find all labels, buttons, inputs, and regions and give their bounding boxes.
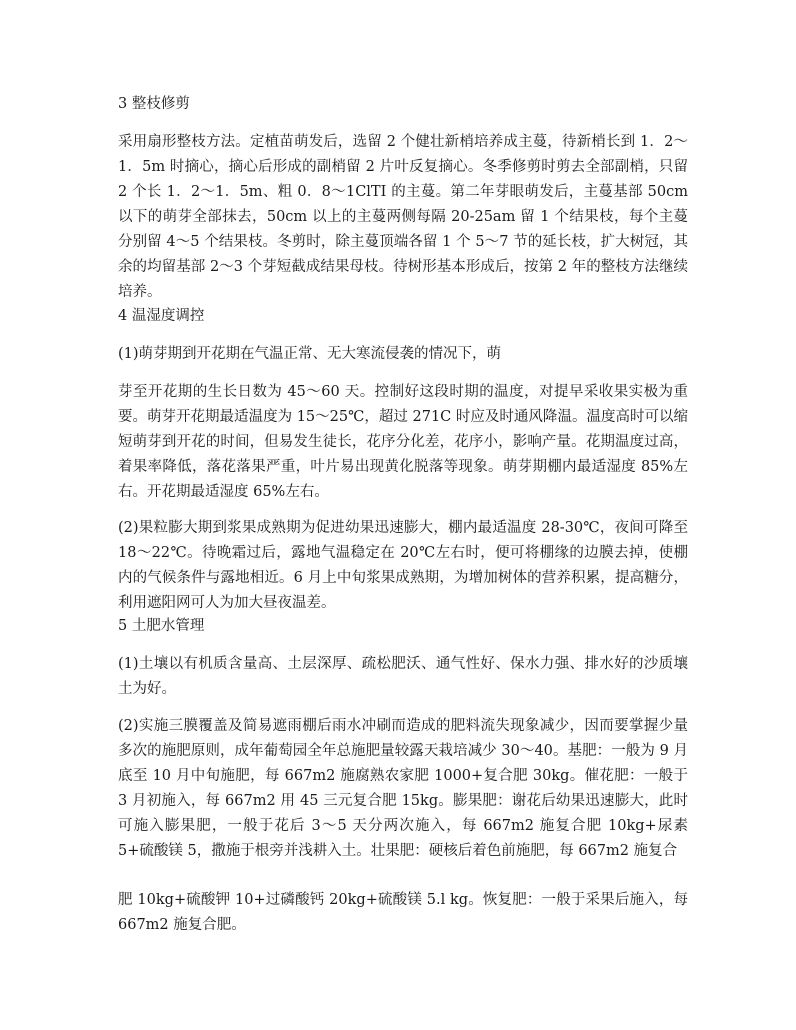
- paragraph-fertilization: (2)实施三膜覆盖及简易遮雨棚后雨水冲刷而造成的肥料流失现象减少，因而要掌握少量多次的施肥原则，成年葡萄园全年总施肥量较露天栽培减少 30～40。基肥：一般为 9 月底至 10 月中旬施肥，每 667m2 施腐熟农家肥 1000+复合肥 30kg。催花肥：一般于 3 月初施入，每 667m2 用 45 三元复合肥 15kg。膨果肥：谢花后幼果迅速膨大，此时可施入膨果肥，一般于花后 3～5 天分两次施入，每 667m2 施复合肥 10kg+尿素 5+硫酸镁 5，撒施于根旁并浅耕入土。壮果肥：硬核后着色前施肥，每 667m2 施复合: [118, 718, 688, 859]
- section-heading-temperature-humidity: 4 温湿度调控: [118, 308, 205, 324]
- section-heading-soil-fertilizer-water: 5 土肥水管理: [118, 618, 205, 634]
- paragraph-pruning: 采用扇形整枝方法。定植苗萌发后，选留 2 个健壮新梢培养成主蔓，待新梢长到 1．2～1．5m 时摘心，摘心后形成的副梢留 2 片叶反复摘心。冬季修剪时剪去全部副梢，只留 2 个长 1．2～1．5m、粗 0．8～1ClTI 的主蔓。第二年芽眼萌发后，主蔓基部 50cm 以下的萌芽全部抹去，50cm 以上的主蔓两侧每隔 20-25am 留 1 个结果枝，每个主蔓分别留 4～5 个结果枝。冬剪时，除主蔓顶端各留 1 个 5～7 节的延长枝，扩大树冠，其余的均留基部 2～3 个芽短截成结果母枝。待树形基本形成后，按第 2 年的整枝方法继续培养。: [118, 134, 688, 300]
- section-heading-pruning: 3 整枝修剪: [118, 96, 190, 112]
- paragraph-fertilization-continued: 肥 10kg+硫酸钾 10+过磷酸钙 20kg+硫酸镁 5.l kg。恢复肥：一般于采果后施入，每 667m2 施复合肥。: [118, 892, 688, 933]
- paragraph-soil: (1)土壤以有机质含量高、土层深厚、疏松肥沃、通气性好、保水力强、排水好的沙质壤土为好。: [118, 656, 688, 697]
- paragraph-germination-intro: (1)萌芽期到开花期在气温正常、无大寒流侵袭的情况下，萌: [118, 346, 502, 362]
- paragraph-fruit-enlargement: (2)果粒膨大期到浆果成熟期为促进幼果迅速膨大，棚内最适温度 28-30℃，夜间可降至 18～22℃。待晚霜过后，露地气温稳定在 20℃左右时，便可将棚缘的边膜去掉，使棚内的气候条件与露地相近。6 月上中旬浆果成熟期，为增加树体的营养积累，提高糖分，利用遮阳网可人为加大昼夜温差。: [118, 520, 688, 611]
- paragraph-germination-detail: 芽至开花期的生长日数为 45～60 天。控制好这段时期的温度，对提早采收果实极为重要。萌芽开花期最适温度为 15～25℃，超过 271C 时应及时通风降温。温度高时可以缩短萌芽到开花的时间，但易发生徒长，花序分化差，花序小，影响产量。花期温度过高，着果率降低，落花落果严重，叶片易出现黄化脱落等现象。萌芽期棚内最适湿度 85%左右。开花期最适湿度 65%左右。: [118, 384, 688, 500]
